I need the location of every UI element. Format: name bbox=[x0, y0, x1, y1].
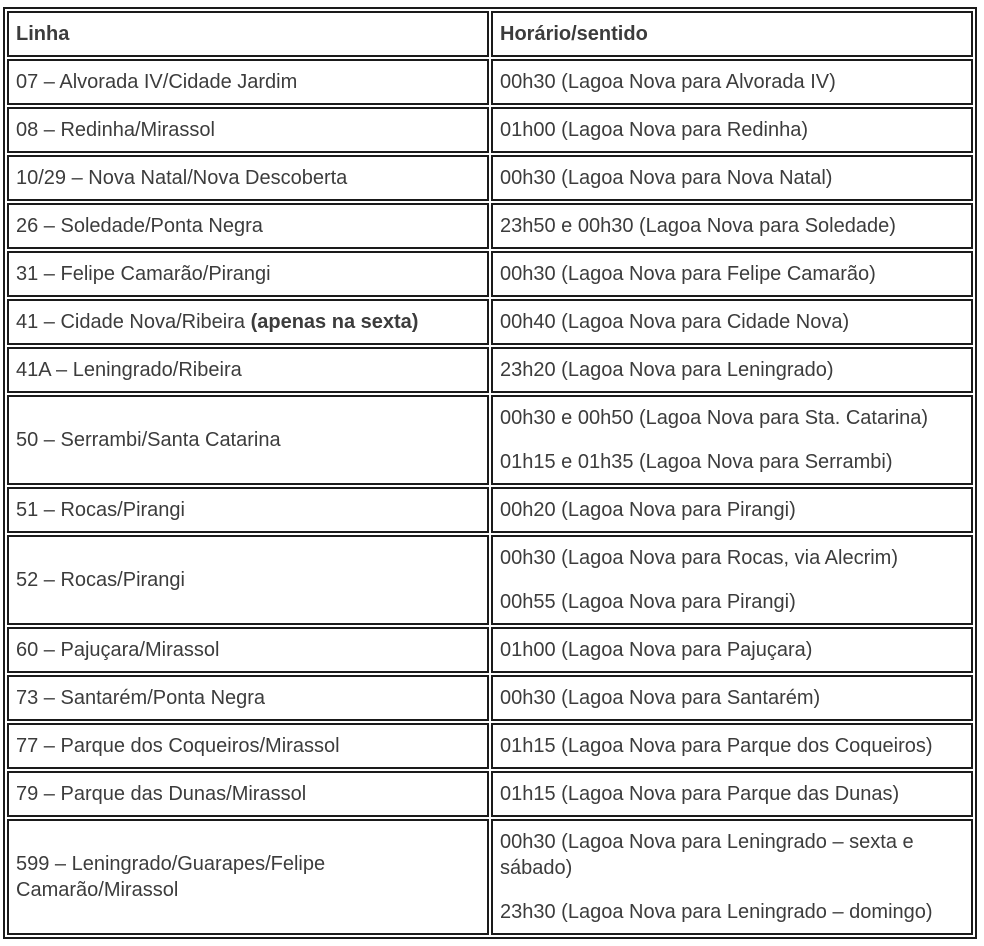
schedule-cell bbox=[491, 395, 973, 485]
line-cell bbox=[7, 627, 489, 673]
table-row bbox=[7, 299, 973, 345]
table-header bbox=[7, 11, 973, 57]
schedule-cell bbox=[491, 155, 973, 201]
table-row bbox=[7, 59, 973, 105]
table-row bbox=[7, 627, 973, 673]
schedule-cell bbox=[491, 251, 973, 297]
table-row bbox=[7, 251, 973, 297]
schedule-cell bbox=[491, 535, 973, 625]
schedule-cell bbox=[491, 819, 973, 935]
schedule-entry: 00h20 (Lagoa Nova para Pirangi) bbox=[500, 499, 796, 521]
schedule-cell bbox=[491, 627, 973, 673]
line-cell bbox=[7, 675, 489, 721]
schedule-entry: 00h30 (Lagoa Nova para Rocas, via Alecrim) bbox=[500, 547, 898, 569]
schedule-cell bbox=[491, 771, 973, 817]
line-label: 07 – Alvorada IV/Cidade Jardim bbox=[16, 71, 298, 93]
schedule-entry: 01h15 e 01h35 (Lagoa Nova para Serrambi) bbox=[500, 451, 893, 473]
line-cell bbox=[7, 819, 489, 935]
schedule-entry: 00h30 (Lagoa Nova para Nova Natal) bbox=[500, 167, 833, 189]
schedule-entry: 01h15 (Lagoa Nova para Parque das Dunas) bbox=[500, 783, 900, 805]
schedule-entry: 00h40 (Lagoa Nova para Cidade Nova) bbox=[500, 311, 850, 333]
schedule-entry: 23h30 (Lagoa Nova para Leningrado – domingo) bbox=[500, 901, 933, 923]
table-row bbox=[7, 819, 973, 935]
line-cell bbox=[7, 771, 489, 817]
schedule-entry: 23h20 (Lagoa Nova para Leningrado) bbox=[500, 359, 834, 381]
schedule-cell bbox=[491, 675, 973, 721]
table-row bbox=[7, 347, 973, 393]
table-row bbox=[7, 487, 973, 533]
line-label: 79 – Parque das Dunas/Mirassol bbox=[16, 783, 307, 805]
table-body bbox=[7, 59, 973, 935]
column-header-horario-sentido: Horário/sentido bbox=[491, 11, 973, 57]
line-label: 51 – Rocas/Pirangi bbox=[16, 499, 185, 521]
table-row bbox=[7, 395, 973, 485]
line-cell bbox=[7, 395, 489, 485]
schedule-entry: 01h15 (Lagoa Nova para Parque dos Coqueiros) bbox=[500, 735, 933, 757]
schedule-cell bbox=[491, 347, 973, 393]
schedule-cell bbox=[491, 487, 973, 533]
table-row bbox=[7, 107, 973, 153]
table-row bbox=[7, 771, 973, 817]
schedule-cell bbox=[491, 723, 973, 769]
schedule-entry: 00h30 (Lagoa Nova para Santarém) bbox=[500, 687, 821, 709]
column-header-linha: Linha bbox=[7, 11, 489, 57]
line-label: 41A – Leningrado/Ribeira bbox=[16, 359, 242, 381]
line-label: 41 – Cidade Nova/Ribeira bbox=[16, 311, 246, 333]
schedule-entry: 01h00 (Lagoa Nova para Pajuçara) bbox=[500, 639, 813, 661]
line-cell bbox=[7, 723, 489, 769]
line-label: 73 – Santarém/Ponta Negra bbox=[16, 687, 266, 709]
line-cell bbox=[7, 535, 489, 625]
table-row bbox=[7, 155, 973, 201]
schedule-entry: 01h00 (Lagoa Nova para Redinha) bbox=[500, 119, 808, 141]
line-label: 77 – Parque dos Coqueiros/Mirassol bbox=[16, 735, 340, 757]
line-cell bbox=[7, 251, 489, 297]
line-label: 50 – Serrambi/Santa Catarina bbox=[16, 429, 281, 451]
schedule-entry: 00h30 (Lagoa Nova para Leningrado – sexta e sábado) bbox=[500, 831, 914, 879]
line-cell bbox=[7, 203, 489, 249]
line-cell bbox=[7, 347, 489, 393]
schedule-cell bbox=[491, 299, 973, 345]
schedule-entry: 00h30 (Lagoa Nova para Felipe Camarão) bbox=[500, 263, 876, 285]
header-row bbox=[7, 11, 973, 57]
schedule-cell bbox=[491, 107, 973, 153]
line-note-bold: (apenas na sexta) bbox=[250, 311, 419, 333]
line-label: 52 – Rocas/Pirangi bbox=[16, 569, 185, 591]
schedule-entry: 00h30 (Lagoa Nova para Alvorada IV) bbox=[500, 71, 836, 93]
line-label: 599 – Leningrado/Guarapes/Felipe Camarão/Mirassol bbox=[16, 853, 326, 901]
table-row bbox=[7, 675, 973, 721]
line-label: 60 – Pajuçara/Mirassol bbox=[16, 639, 220, 661]
line-cell bbox=[7, 107, 489, 153]
line-label: 31 – Felipe Camarão/Pirangi bbox=[16, 263, 271, 285]
line-label: 08 – Redinha/Mirassol bbox=[16, 119, 215, 141]
line-label: 26 – Soledade/Ponta Negra bbox=[16, 215, 263, 237]
schedule-entry: 23h50 e 00h30 (Lagoa Nova para Soledade) bbox=[500, 215, 896, 237]
line-label: 10/29 – Nova Natal/Nova Descoberta bbox=[16, 167, 348, 189]
line-cell bbox=[7, 487, 489, 533]
table-row bbox=[7, 535, 973, 625]
table-row bbox=[7, 203, 973, 249]
line-cell bbox=[7, 155, 489, 201]
bus-schedule-table bbox=[3, 7, 977, 939]
line-cell bbox=[7, 299, 489, 345]
schedule-entry: 00h30 e 00h50 (Lagoa Nova para Sta. Catarina) bbox=[500, 407, 929, 429]
schedule-cell bbox=[491, 59, 973, 105]
table-row bbox=[7, 723, 973, 769]
schedule-entry: 00h55 (Lagoa Nova para Pirangi) bbox=[500, 591, 796, 613]
schedule-cell bbox=[491, 203, 973, 249]
line-cell bbox=[7, 59, 489, 105]
